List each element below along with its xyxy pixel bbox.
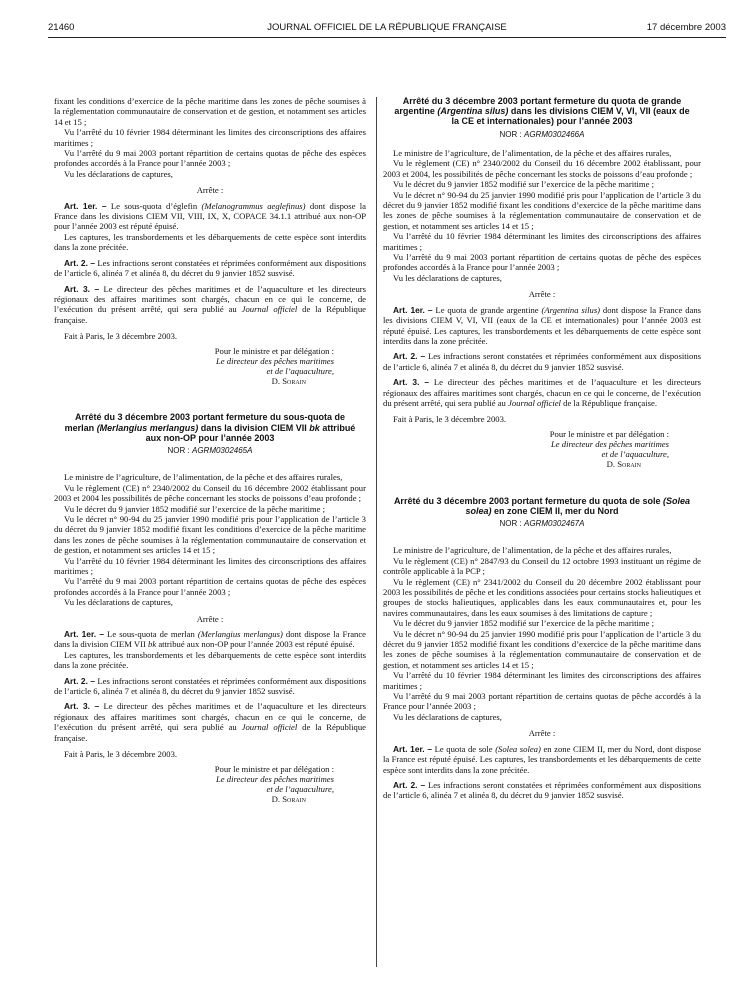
signature-place-date: Fait à Paris, le 3 décembre 2003.	[64, 331, 178, 342]
right-column	[383, 96, 701, 801]
page-number: 21460	[48, 22, 75, 33]
nor-reference: NOR : AGRM0302466A	[499, 129, 585, 139]
article-1: Art. 1er. – Le quota de grande argentine (Argentina silus) dont dispose la France dans les divisions CIEM V, VI, VII (eaux de la CE et internationales) pour l’année 2003 est réputé épuisé. Les captures, les transbordements et les débarquements de cette espèce sont interdits dans la zone précitée.	[383, 304, 702, 346]
visa: Vu l’arrêté du 9 mai 2003 portant répartition de certains quotas de pêche des espèces profondes accordés à la France pour l’année 2003 ;	[54, 576, 366, 597]
signatory-name: D. Sorain	[606, 459, 641, 470]
article-1: Art. 1er. – Le sous-quota de merlan (Merlangius merlangus) dont dispose la France dans la division CIEM VII bk attribué aux non-OP pour l’année 2003 est réputé épuisé.	[54, 629, 367, 650]
signature-block: Pour le ministre et par délégation : Le directeur des pêches maritimes et de l’aquaculture, D. Sorain	[54, 346, 366, 387]
signature-place-date: Fait à Paris, le 3 décembre 2003.	[393, 414, 507, 425]
minister-line: Le ministre de l’agriculture, de l’alimentation, de la pêche et des affaires rurales,	[393, 545, 672, 556]
visa: Vu les déclarations de captures,	[64, 168, 173, 179]
arrete-heading: Arrête :	[196, 185, 224, 196]
nor-reference: NOR : AGRM0302465A	[167, 445, 253, 455]
article-2: Art. 2. – Les infractions seront constatées et réprimées conformément aux dispositions de l’article 6, alinéa 7 et alinéa 8, du décret du 9 janvier 1852 susvisé.	[383, 351, 701, 372]
signatory-name: D. Sorain	[271, 376, 306, 387]
article-3: Art. 3. – Le directeur des pêches maritimes et de l’aquaculture et les directeurs régionaux des affaires maritimes sont chargés, chacun en ce qui le concerne, de l’exécution du présent arrêté, qui sera publié au Journal officiel de la République française.	[54, 283, 367, 325]
arrete-heading: Arrête :	[196, 613, 224, 624]
article-2: Art. 2. – Les infractions seront constatées et réprimées conformément aux dispositions de l’article 6, alinéa 7 et alinéa 8, du décret du 9 janvier 1852 susvisé.	[54, 257, 366, 279]
column-divider	[376, 97, 377, 967]
article-3: Art. 3. – Le directeur des pêches maritimes et de l’aquaculture et les directeurs régionaux des affaires maritimes sont chargés, chacun en ce qui le concerne, de l’exécution du présent arrêté, qui sera publié au Journal officiel de la République française.	[383, 377, 701, 408]
nor-reference: NOR : AGRM0302467A	[499, 518, 585, 528]
article-1: Art. 1er. – Le sous-quota d’églefin (Melanogrammus aeglefinus) dont dispose la France dans les divisions CIEM VII, VIII, IX, X, COPACE 34.1.1 attribué aux non-OP pour l’année 2003 est réputé épuisé.	[54, 200, 366, 232]
visa: Vu l’arrêté du 10 février 1984 déterminant les limites des circonscriptions des affaires maritimes ;	[383, 231, 701, 252]
article-1: Art. 1er. – Le quota de sole (Solea solea) en zone CIEM II, mer du Nord, dont dispose la France est réputé épuisé. Les captures, les transbordements et les débarquements de cette espèce sont interdits dans la zone précitée.	[383, 743, 702, 775]
visa: Vu le règlement (CE) n° 2340/2002 du Conseil du 16 décembre 2002 établissant, pour 2003 et 2004, les possibilités de pêche concernant les stocks de poissons d’eau profonde ;	[383, 158, 701, 179]
section-title: Arrêté du 3 décembre 2003 portant fermeture du quota de sole (Solea solea) en zone CIEM II, mer du Nord	[393, 495, 691, 516]
article-1-paragraph: Les captures, les transbordements et les débarquements de cette espèce sont interdits dans la zone précitée.	[54, 649, 366, 671]
article-3: Art. 3. – Le directeur des pêches maritimes et de l’aquaculture et les directeurs régionaux des affaires maritimes sont chargés, chacun en ce qui le concerne, de l’exécution du présent arrêté, qui sera publié au Journal officiel de la République française.	[54, 701, 367, 743]
visa: Vu le décret du 9 janvier 1852 modifié sur l’exercice de la pêche maritime ;	[64, 503, 325, 514]
visa: Vu le décret n° 90-94 du 25 janvier 1990 modifié pris pour l’application de l’article 3 du décret du 9 janvier 1852 modifié fixant les conditions d’exercice de la pêche maritime dans les zones de pêche soumises à la réglementation communautaire de conservation et de gestion, et notamment ses articles 14 et 15 ;	[383, 189, 701, 231]
section-title: Arrêté du 3 décembre 2003 portant fermeture du sous-quota de merlan (Merlangius merlangus) dans la division CIEM VII bk attribué aux non-OP pour l’année 2003	[64, 412, 356, 443]
visa: Vu les déclarations de captures,	[64, 597, 173, 608]
signature-block: Pour le ministre et par délégation : Le directeur des pêches maritimes et de l’aquaculture, D. Sorain	[383, 429, 701, 470]
section-title: Arrêté du 3 décembre 2003 portant fermeture du quota de grande argentine (Argentina silus) dans les divisions CIEM V, VI, VII (eaux de la CE et internationales) pour l’année 2003	[394, 96, 690, 127]
visa: Vu les déclarations de captures,	[393, 272, 502, 283]
arrete-heading: Arrête :	[528, 728, 556, 739]
continued-text: fixant les conditions d’exercice de la pêche maritime dans les zones de pêche soumises à la réglementation communautaire de conservation et de gestion, et notamment ses articles 14 et 15 ;	[54, 96, 366, 127]
arrete-heading: Arrête :	[528, 289, 556, 300]
visa: Vu l’arrêté du 9 mai 2003 portant répartition de certains quotas de pêche des espèces profondes accordés à la France pour l’année 2003 ;	[54, 148, 366, 169]
signatory-name: D. Sorain	[271, 794, 306, 805]
header-rule	[48, 37, 726, 38]
minister-line: Le ministre de l’agriculture, de l’alimentation, de la pêche et des affaires rurales,	[64, 472, 343, 483]
journal-title: JOURNAL OFFICIEL DE LA RÉPUBLIQUE FRANÇAISE	[267, 22, 507, 33]
visa: Vu l’arrêté du 9 mai 2003 portant répartition de certains quotas de pêche accordés à la France pour l’année 2003 ;	[383, 691, 701, 712]
signature-block: Pour le ministre et par délégation : Le directeur des pêches maritimes et de l’aquaculture, D. Sorain	[54, 764, 366, 805]
issue-date: 17 décembre 2003	[646, 22, 726, 33]
article-1-paragraph: Les captures, les transbordements et les débarquements de cette espèce sont interdits dans la zone précitée.	[54, 231, 366, 253]
visa: Vu le règlement (CE) n° 2340/2002 du Conseil du 16 décembre 2002 établissant pour 2003 et 2004 les possibilités de pêche concernant les stocks de poissons d’eau profonde ;	[54, 482, 366, 504]
article-2: Art. 2. – Les infractions seront constatées et réprimées conformément aux dispositions de l’article 6, alinéa 7 et alinéa 8, du décret du 9 janvier 1852 susvisé.	[383, 779, 701, 801]
signature-place-date: Fait à Paris, le 3 décembre 2003.	[64, 749, 178, 760]
visa: Vu l’arrêté du 10 février 1984 déterminant les limites des circonscriptions des affaires maritimes ;	[54, 127, 366, 148]
visa: Vu les déclarations de captures,	[393, 711, 502, 722]
visa: Vu l’arrêté du 10 février 1984 déterminant les limites des circonscriptions des affaires maritimes ;	[54, 555, 366, 577]
page-header	[48, 22, 726, 38]
left-column	[54, 96, 366, 804]
visa: Vu l’arrêté du 9 mai 2003 portant répartition de certains quotas de pêche des espèces profondes accordés à la France pour l’année 2003 ;	[383, 252, 701, 273]
visa: Vu le règlement (CE) n° 2341/2002 du Conseil du 20 décembre 2002 établissant pour 2003 les possibilités de pêche et les conditions associées pour certains stocks halieutiques et groupes de stocks halieutiques, applicables dans les eaux communautaires et, pour les navires communautaires, dans les eaux soumises à des limitations de capture ;	[383, 576, 701, 618]
visa: Vu le décret n° 90-94 du 25 janvier 1990 modifié pris pour l’application de l’article 3 du décret du 9 janvier 1852 modifié fixant les conditions d’exercice de la pêche maritime dans les zones de pêche soumises à la réglementation communautaire de conservation et de gestion, et notamment ses articles 14 et 15 ;	[54, 513, 366, 556]
visa: Vu le décret du 9 janvier 1852 modifié sur l’exercice de la pêche maritime ;	[393, 618, 654, 629]
visa: Vu le décret du 9 janvier 1852 modifié sur l’exercice de la pêche maritime ;	[393, 179, 654, 190]
minister-line: Le ministre de l’agriculture, de l’alimentation, de la pêche et des affaires rurales,	[393, 148, 672, 159]
visa: Vu le décret n° 90-94 du 25 janvier 1990 modifié pris pour l’application de l’article 3 du décret du 9 janvier 1852 modifié fixant les conditions d’exercice de la pêche maritime dans les zones de pêche soumises à la réglementation communautaire de conservation et de gestion, et notamment ses articles 14 et 15 ;	[383, 628, 701, 670]
article-2: Art. 2. – Les infractions seront constatées et réprimées conformément aux dispositions de l’article 6, alinéa 7 et alinéa 8, du décret du 9 janvier 1852 susvisé.	[54, 675, 366, 697]
visa: Vu le règlement (CE) n° 2847/93 du Conseil du 12 octobre 1993 instituant un régime de contrôle applicable à la PCP ;	[383, 555, 701, 577]
visa: Vu l’arrêté du 10 février 1984 déterminant les limites des circonscriptions des affaires maritimes ;	[383, 670, 701, 691]
